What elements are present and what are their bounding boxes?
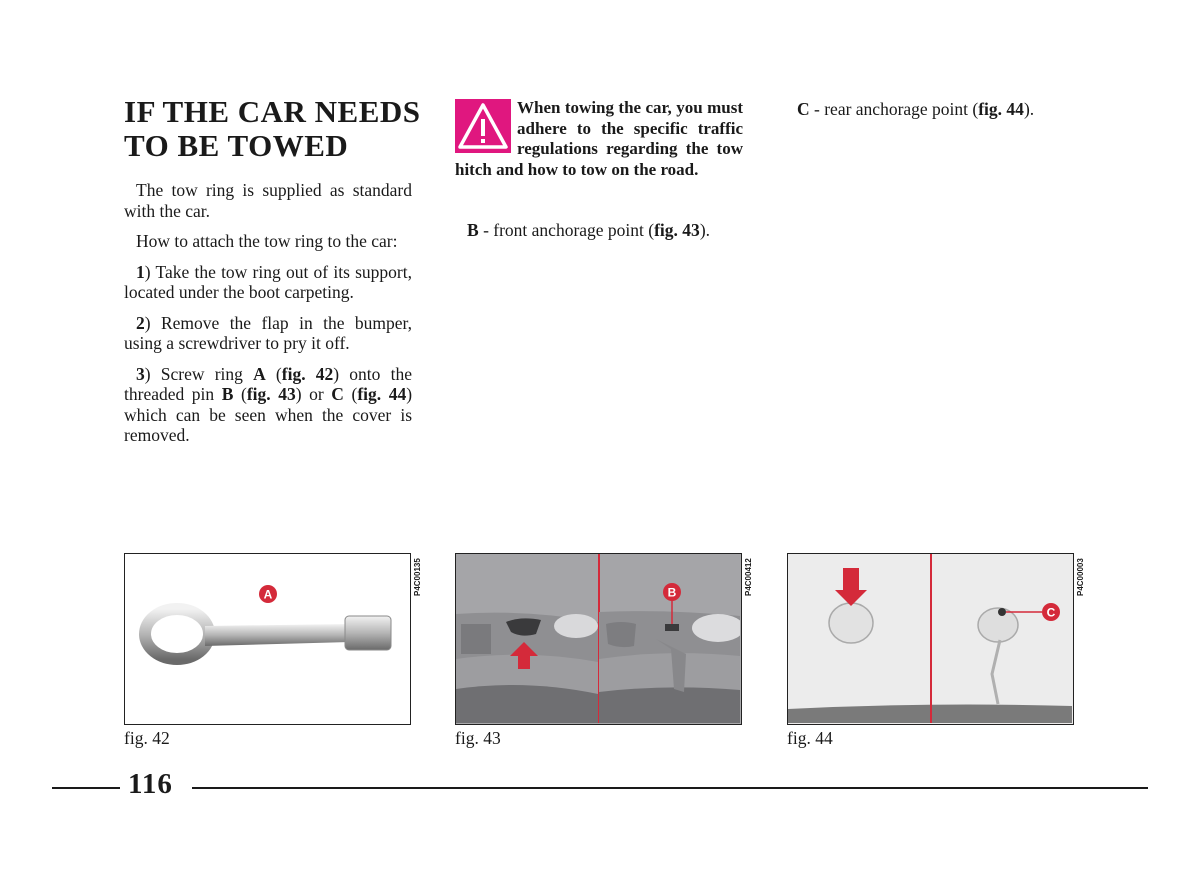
step-text: ) Screw ring <box>144 363 254 384</box>
ref-b: B <box>221 384 234 404</box>
ref-c: C <box>331 384 344 404</box>
footer-rule-right <box>192 787 1148 789</box>
step-text: ) which can be seen when the cover is removed. <box>124 384 413 445</box>
anchor-text-end: ). <box>1023 99 1035 119</box>
label-c: C <box>1046 605 1056 620</box>
step-number: 3 <box>136 363 145 384</box>
anchor-text-end: ). <box>699 220 711 240</box>
warning-text: When towing the car, you must adhere to the specific traffic regulations regarding the tow hitch and how to tow on the road. <box>455 98 743 179</box>
step-text: ( <box>265 363 282 384</box>
figure-43-front-bumper <box>455 553 742 725</box>
anchor-text: - front anchorage point ( <box>478 220 655 240</box>
step-number: 2 <box>136 312 145 333</box>
step-text: ) onto the threaded pin <box>124 363 412 404</box>
page-title <box>124 95 424 163</box>
intro-paragraph: The tow ring is supplied as standard with the car. <box>124 180 412 221</box>
rear-bumper-photo <box>788 554 1072 723</box>
step-3 <box>124 364 412 446</box>
instructions-column <box>124 180 412 456</box>
figure-caption: fig. 44 <box>787 728 833 748</box>
step-text: ) Take the tow ring out of its support, located under the boot carpeting. <box>124 261 412 302</box>
fig-ref: fig. 42 <box>281 363 334 384</box>
figure-44-rear-bumper <box>787 553 1074 725</box>
fig-ref: fig. 44 <box>978 99 1024 119</box>
step-number: 1 <box>136 261 145 282</box>
figure-code: P4C00135 <box>413 558 422 596</box>
anchor-letter: C <box>797 99 810 119</box>
ref-a: A <box>253 363 266 384</box>
anchor-text: - rear anchorage point ( <box>809 99 979 119</box>
title-line-1: IF THE CAR NEEDS <box>124 94 421 129</box>
step-2 <box>124 313 412 354</box>
figure-42-tow-ring <box>124 553 411 725</box>
intro-paragraph: How to attach the tow ring to the car: <box>136 231 398 251</box>
fig-ref: fig. 43 <box>246 384 296 404</box>
rear-anchorage-note <box>797 99 1087 120</box>
figure-caption: fig. 43 <box>455 728 501 748</box>
fig-ref: fig. 43 <box>654 220 700 240</box>
step-1 <box>124 262 412 303</box>
step-text: ( <box>343 384 358 404</box>
step-text: ) Remove the flap in the bumper, using a screwdriver to pry it off. <box>124 312 412 353</box>
figure-code: P4C00412 <box>744 558 753 596</box>
anchor-letter: B <box>467 220 479 240</box>
figure-code: P4C00003 <box>1076 558 1085 596</box>
label-a: A <box>263 587 273 602</box>
tow-ring-illustration <box>125 554 409 723</box>
page-number: 116 <box>128 768 173 800</box>
front-anchorage-note <box>467 220 757 241</box>
fig-ref: fig. 44 <box>357 384 407 404</box>
step-text: ) or <box>295 384 332 404</box>
footer-rule-left <box>52 787 120 789</box>
figure-caption: fig. 42 <box>124 728 170 748</box>
title-line-2: TO BE TOWED <box>124 128 349 163</box>
warning-note <box>455 98 743 180</box>
front-bumper-photo <box>456 554 740 723</box>
label-b: B <box>667 585 677 600</box>
step-text: ( <box>233 384 247 404</box>
